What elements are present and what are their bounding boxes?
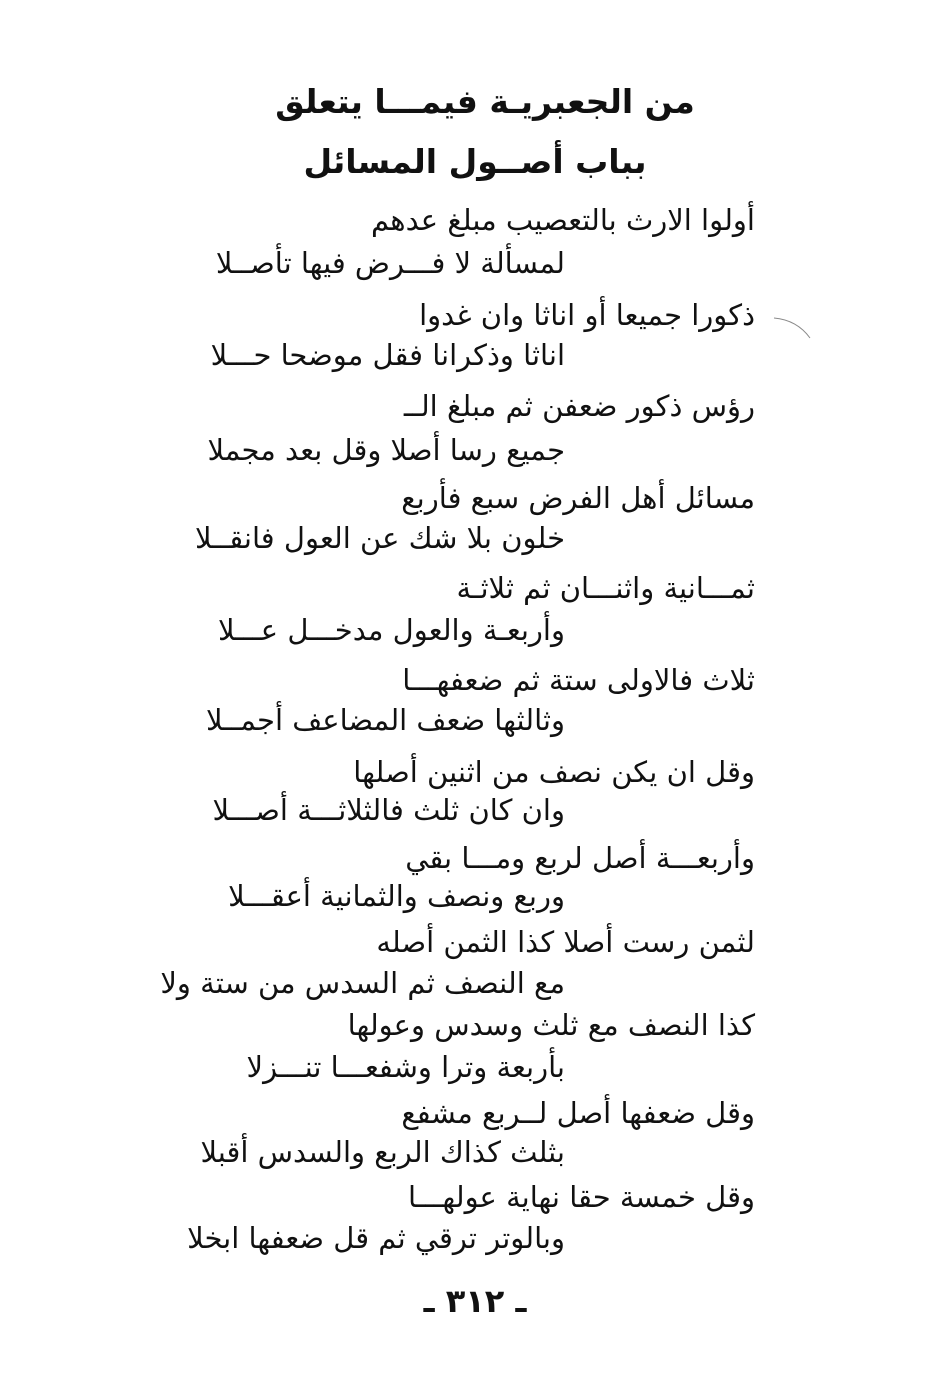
verse-line: ذكورا جميعا أو اناثا وان غدوا bbox=[419, 298, 755, 332]
verse-line: بأربعة وترا وشفعـــا تنـــزلا bbox=[246, 1050, 565, 1084]
verse-line: جميع رسا أصلا وقل بعد مجملا bbox=[207, 433, 565, 467]
verse-line: خلون بلا شك عن العول فانقــلا bbox=[194, 521, 565, 555]
verse-line: وقل ضعفها أصل لــربع مشفع bbox=[401, 1096, 755, 1130]
verse-line: وبالوتر ترقي ثم قل ضعفها ابخلا bbox=[187, 1221, 565, 1255]
verse-line: مسائل أهل الفرض سبع فأربع bbox=[401, 481, 755, 515]
verse-line: بثلث كذاك الربع والسدس أقبلا bbox=[200, 1135, 565, 1169]
verse-line: اناثا وذكرانا فقل موضحا حـــلا bbox=[210, 338, 565, 372]
verse-line: رؤس ذكور ضعفن ثم مبلغ الــ bbox=[403, 389, 755, 423]
verse-line: مع النصف ثم السدس من ستة ولا bbox=[160, 966, 565, 1000]
verse-line: وقل ان يكن نصف من اثنين أصلها bbox=[353, 755, 755, 789]
margin-pencil-mark bbox=[772, 312, 832, 342]
verse-line: وأربعـــة أصل لربع ومـــا بقي bbox=[405, 841, 755, 875]
verse-line: ثلاث فالاولى ستة ثم ضعفهـــا bbox=[402, 663, 755, 697]
verse-line: وأربعـة والعول مدخـــل عـــلا bbox=[218, 613, 565, 647]
verse-line: وربع ونصف والثمانية أعقـــلا bbox=[228, 879, 565, 913]
poem-title: من الجعبريـة فيمـــا يتعلق bbox=[275, 82, 695, 121]
verse-line: لثمن رست أصلا كذا الثمن أصله bbox=[376, 925, 755, 959]
verse-line: وثالثها ضعف المضاعف أجمــلا bbox=[205, 703, 565, 737]
verse-line: ثمـــانية واثنـــان ثم ثلاثـة bbox=[456, 571, 755, 605]
verse-line: كذا النصف مع ثلث وسدس وعولها bbox=[347, 1008, 755, 1042]
verse-line: أولوا الارث بالتعصيب مبلغ عدهم bbox=[370, 203, 755, 237]
page-number: ـ ٣١٢ ـ bbox=[423, 1282, 527, 1320]
verse-line: لمسألة لا فـــرض فيها تأصــلا bbox=[215, 246, 565, 280]
poem-subtitle: بباب أصــول المسائل bbox=[303, 142, 647, 181]
verse-line: وان كان ثلث فالثلاثـــة أصـــلا bbox=[212, 793, 565, 827]
verse-line: وقل خمسة حقا نهاية عولهـــا bbox=[408, 1180, 755, 1214]
